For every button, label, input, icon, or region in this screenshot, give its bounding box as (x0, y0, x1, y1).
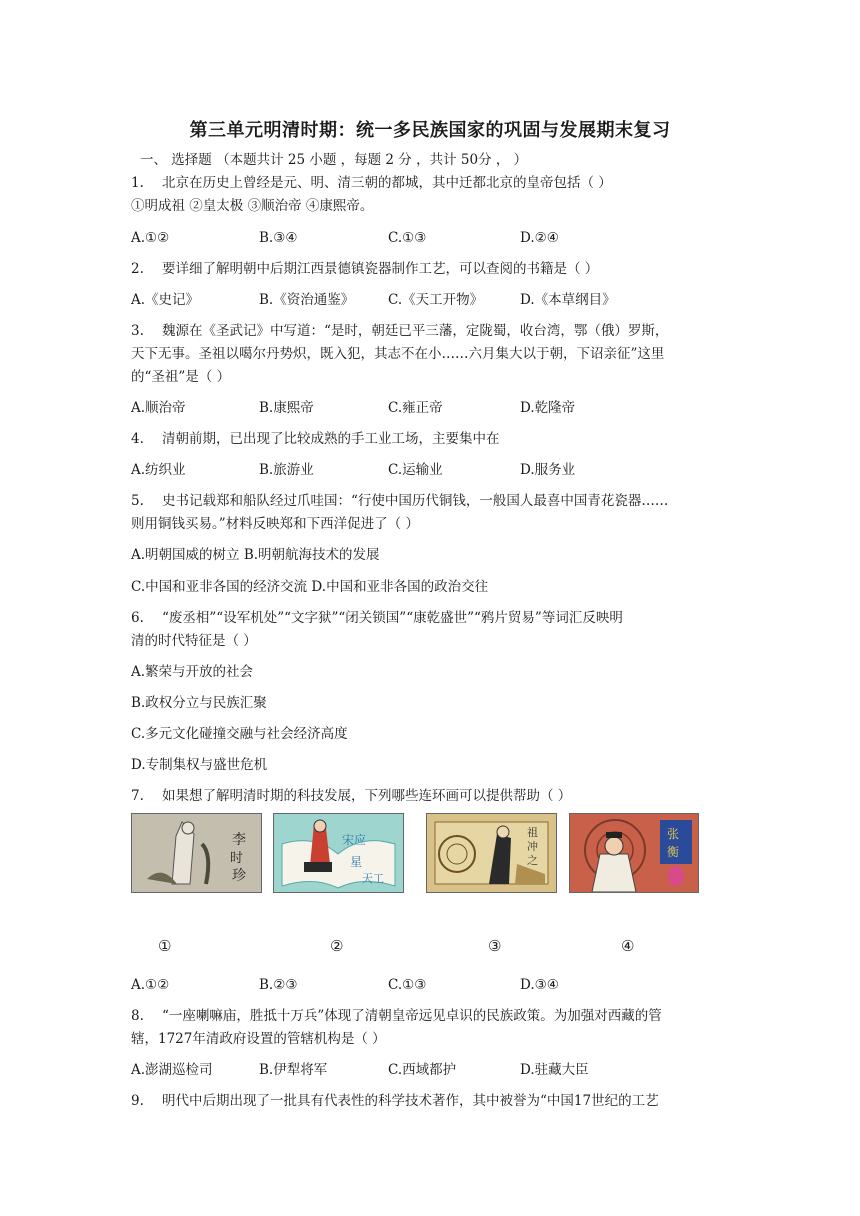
comic-image-1 (131, 813, 262, 893)
svg-text:时: 时 (230, 851, 244, 866)
option-d: D.《本草纲目》 (520, 292, 616, 308)
option-b: B.②③ (259, 977, 298, 993)
question-text: 史书记载郑和船队经过爪哇国：“行使中国历代铜钱，一般国人最喜中国青花瓷器…… (162, 493, 669, 509)
question-text: 要详细了解明朝中后期江西景德镇瓷器制作工艺，可以查阅的书籍是（ ） (162, 261, 599, 277)
question-number: 9. (131, 1093, 144, 1109)
svg-text:之: 之 (527, 854, 538, 867)
question-text: 北京在历史上曾经是元、明、清三朝的都城，其中迁都北京的皇帝包括（ ） (162, 175, 612, 191)
question-text: 明代中后期出现了一批具有代表性的科学技术著作，其中被誉为“中国17世纪的工艺 (162, 1093, 659, 1109)
question-text: 清朝前期，已出现了比较成熟的手工业工场，主要集中在 (162, 431, 500, 447)
question-text: 魏源在《圣武记》中写道：“是时，朝廷已平三藩，定陇蜀，收台湾，鄂（俄）罗斯， (162, 323, 669, 339)
option-d: D.服务业 (520, 462, 576, 478)
question-number: 4. (131, 431, 144, 447)
image-label-2: ② (330, 937, 344, 955)
option-c: C.①③ (388, 977, 427, 993)
question-text: 则用铜钱买易。”材料反映郑和下西洋促进了（ ） (131, 516, 419, 532)
option-c: C.雍正帝 (388, 400, 443, 416)
option-a: A.澎湖巡检司 (131, 1062, 213, 1078)
question-number: 3. (131, 323, 144, 339)
option-b: B.旅游业 (259, 462, 314, 478)
option-c: C.多元文化碰撞交融与社会经济高度 (131, 726, 348, 742)
option-a: A.①② (131, 977, 170, 993)
question-number: 2. (131, 261, 144, 277)
option-d: D.乾隆帝 (520, 400, 576, 416)
comic-image-4 (569, 813, 699, 893)
question-text: 的“圣祖”是（ ） (131, 369, 231, 385)
option-d: D.驻藏大臣 (520, 1062, 589, 1078)
question-text: 天下无事。圣祖以噶尔丹势炽，既入犯，其志不在小……六月集大以于朝，下诏亲征”这里 (131, 346, 665, 362)
option-ab: A.明朝国威的树立 B.明朝航海技术的发展 (131, 547, 380, 563)
page-title: 第三单元明清时期：统一多民族国家的巩固与发展期末复习 (189, 120, 671, 141)
option-c: C.运输业 (388, 462, 443, 478)
svg-text:祖: 祖 (527, 826, 538, 839)
question-text: 清的时代特征是（ ） (131, 633, 257, 649)
option-c: C.①③ (388, 230, 427, 246)
svg-text:珍: 珍 (232, 868, 246, 884)
image-label-1: ① (158, 937, 172, 955)
svg-text:李: 李 (232, 832, 246, 848)
comic-image-2 (273, 813, 404, 893)
svg-text:张: 张 (667, 827, 680, 841)
option-b: B.康熙帝 (259, 400, 314, 416)
question-text: “废丞相”“设军机处”“文字狱”“闭关锁国”“康乾盛世”“鸦片贸易”等词汇反映明 (162, 610, 623, 626)
question-text: 辖，1727年清政府设置的管辖机构是（ ） (131, 1031, 386, 1047)
option-b: B.《资治通鉴》 (259, 292, 355, 308)
question-number: 1. (131, 175, 144, 191)
question-text: 如果想了解明清时期的科技发展，下列哪些连环画可以提供帮助（ ） (162, 788, 572, 804)
option-d: D.③④ (520, 977, 559, 993)
option-b: B.政权分立与民族汇聚 (131, 695, 267, 711)
option-a: A.《史记》 (131, 292, 200, 308)
option-b: B.③④ (259, 230, 298, 246)
option-a: A.①② (131, 230, 170, 246)
option-a: A.繁荣与开放的社会 (131, 664, 254, 680)
svg-text:天工: 天工 (362, 872, 384, 885)
svg-text:冲: 冲 (527, 840, 538, 853)
question-number: 7. (131, 788, 144, 804)
svg-text:衡: 衡 (667, 845, 680, 859)
option-a: A.顺治帝 (131, 400, 186, 416)
option-a: A.纺织业 (131, 462, 186, 478)
question-number: 8. (131, 1008, 144, 1024)
comic-image-3 (426, 813, 557, 893)
option-c: C.《天工开物》 (388, 292, 484, 308)
option-cd: C.中国和亚非各国的经济交流 D.中国和亚非各国的政治交往 (131, 579, 489, 595)
option-c: C.西域都护 (388, 1062, 457, 1078)
image-label-3: ③ (488, 937, 502, 955)
svg-text:宋应: 宋应 (342, 833, 367, 847)
section-heading: 一、 选择题 （本题共计 25 小题 ，每题 2 分 ，共计 50分 ， ） (140, 152, 528, 168)
option-d: D.②④ (520, 230, 559, 246)
image-label-4: ④ (621, 937, 635, 955)
question-text: ①明成祖 ②皇太极 ③顺治帝 ④康熙帝。 (131, 198, 374, 214)
question-number: 6. (131, 610, 144, 626)
svg-text:星: 星 (350, 855, 363, 869)
question-text: “一座喇嘛庙，胜抵十万兵”体现了清朝皇帝远见卓识的民族政策。为加强对西藏的管 (162, 1008, 662, 1024)
question-number: 5. (131, 493, 144, 509)
option-b: B.伊犁将军 (259, 1062, 328, 1078)
option-d: D.专制集权与盛世危机 (131, 757, 268, 773)
